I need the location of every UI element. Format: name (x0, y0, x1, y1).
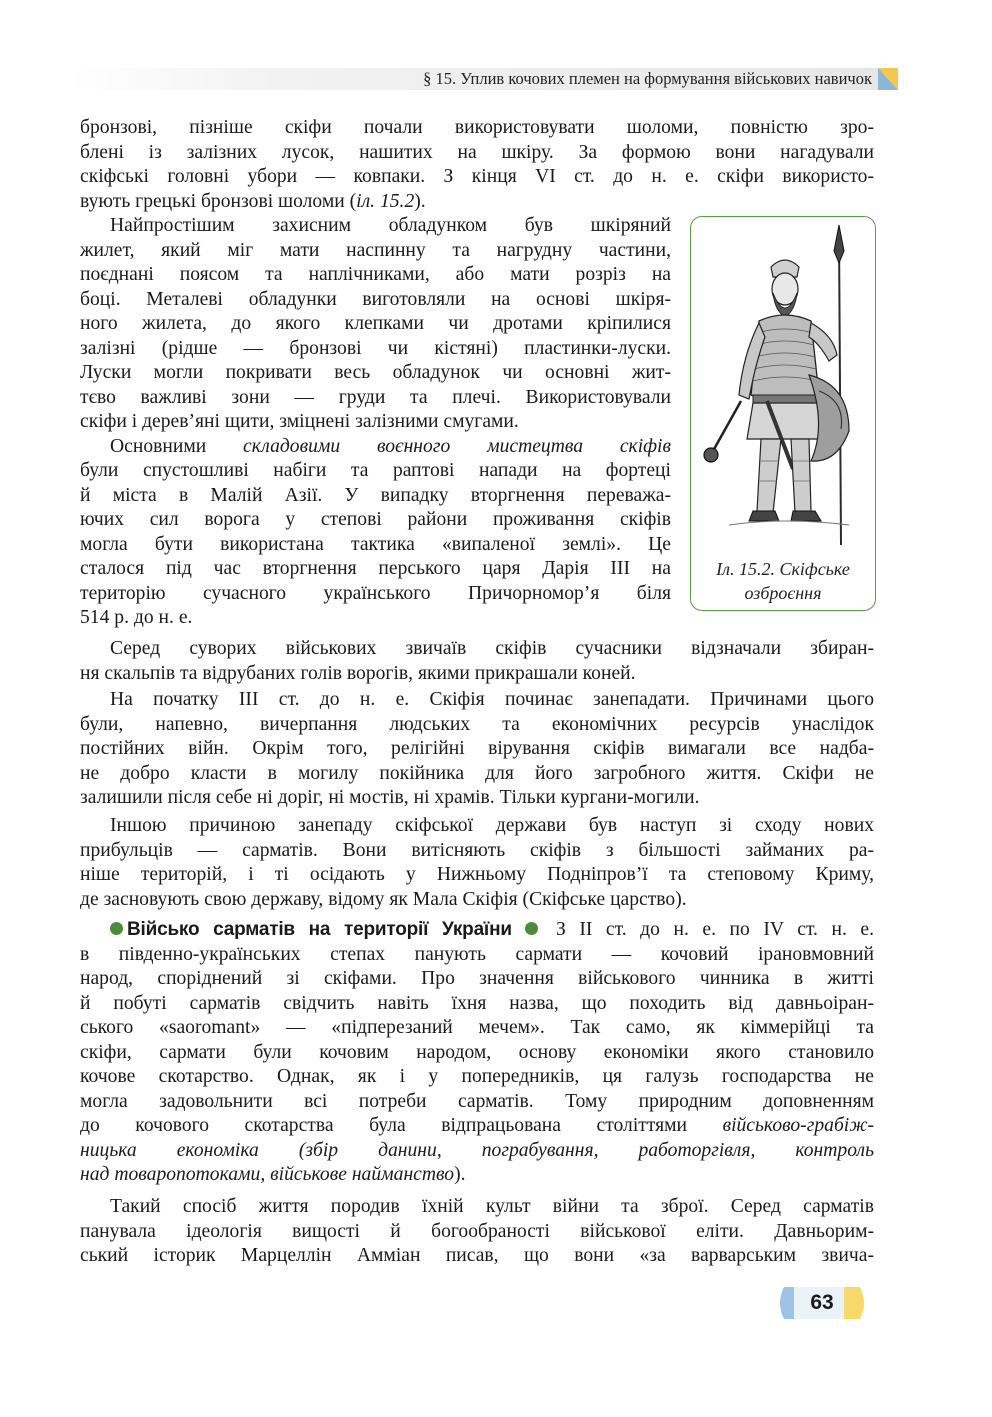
text-line: жилет, який міг мати наспинну та нагрудну частини, (80, 239, 671, 261)
bullet-icon (110, 922, 123, 935)
figure-caption: Іл. 15.2. Скіфське озброєння (716, 559, 850, 603)
text-line (80, 1139, 874, 1164)
text-line: поєднані поясом та наплічниками, або мати розріз на (80, 264, 671, 285)
text-line: постійних війн. Окрім того, релігійні вірування скіфів вимагали все надба- (80, 738, 874, 759)
text-line: Серед суворих військових звичаїв скіфів сучасники відзначали збиран- (110, 638, 874, 659)
text-line: територію сучасного українського Причорномор’я біля (80, 582, 671, 604)
bullet-icon (525, 922, 538, 935)
text-line: Основними складовими воєнного мистецтва скіфів (110, 435, 671, 457)
paragraph-customs (80, 637, 874, 686)
text-line: кочове скотарство. Однак, як і у попередників, ця галузь господарства не (80, 1066, 874, 1087)
text-line: залізні (рідше — бронзові чи кістяні) пластинки-луски. (80, 337, 671, 359)
text-line: ніше територій, і ті осідають у Нижньому Подніпров’ї та степовому Криму, (80, 864, 874, 885)
paragraph-helmets (80, 116, 874, 214)
text-line: ня скальпів та відрубаних голів ворогів, якими прикрашали коней. (80, 662, 636, 684)
page-number-badge (774, 1283, 870, 1323)
text-line: могла задовольнити всі потреби сарматів. Тому природним доповненням (80, 1090, 874, 1112)
text-line: бронзові, пізніше скіфи почали використовувати шоломи, повністю зро- (80, 117, 874, 138)
emphasis: складовими воєнного мистецтва скіфів (243, 435, 671, 457)
text-line: панувала ідеологія вищості й богообраності військової еліти. Давньорим- (80, 1220, 874, 1242)
figure-scythian-weapons (690, 216, 876, 611)
text-line: скіфи, сармати були кочовим народом, основу економіки якого становило (80, 1041, 874, 1063)
header-corner-decoration (878, 68, 898, 90)
emphasis: ницька економіка (збір данини, пограбування, работоргівля, контроль (80, 1139, 874, 1161)
text-line: й побуті сарматів свідчить навіть їхня назва, що походить від давньоіран- (80, 992, 874, 1014)
text-line: народ, споріднений зі скіфами. Про значення військового чинника в житті (80, 968, 874, 989)
paragraph-armor (80, 214, 671, 631)
text-line: були, напевно, вичерпання людських та економічних ресурсів унаслідок (80, 713, 874, 735)
text-line: де засновують свою державу, відому як Мала Скіфія (Скіфське царство). (80, 888, 687, 910)
text-line: могла бути використана тактика «випаленої землі». Це (80, 533, 671, 555)
section-sarmatian-army (80, 918, 874, 1188)
paragraph-cult-of-war (80, 1195, 874, 1269)
text-line: сталося під час вторгнення перського царя Дарія III на (80, 558, 671, 579)
page-number: 63 (810, 1291, 834, 1314)
text-line: прибульців — сарматів. Вони витісняють скіфів з більшості займаних ра- (80, 839, 874, 861)
text-line: Іншою причиною занепаду скіфської держави був наступ зі сходу нових (110, 815, 874, 836)
text-line: 514 р. до н. е. (80, 607, 193, 628)
text-line: Найпростішим захисним обладунком був шкіряний (110, 215, 671, 236)
paragraph-decline (80, 688, 874, 811)
figure-reference: іл. 15.2 (356, 190, 415, 212)
paragraph-sarmatian-invasion (80, 814, 874, 912)
text-line: ючих сил ворога у степові райони проживання скіфів (80, 509, 671, 530)
text-line: тєво важливі зони — груди та плечі. Використовували (80, 386, 671, 408)
emphasis: над товаропотоками, військове найманство (80, 1164, 455, 1185)
running-header: § 15. Уплив кочових племен на формування військових навичок (423, 69, 872, 88)
text-line: Такий спосіб життя породив їхній культ війни та зброї. Серед сарматів (110, 1196, 874, 1217)
text-line: були спустошливі набіги та раптові напади на фортеці (80, 460, 671, 481)
emphasis: військово-грабіж- (722, 1115, 874, 1136)
text-line: скіфські головні убори — ковпаки. З кінця VI ст. до н. е. скіфи використо- (80, 166, 874, 187)
text-line: до кочового скотарства була відпрацьована століттями військово-грабіж- (80, 1115, 874, 1136)
text-line: ського «saoromant» — «підперезаний мечем». Так само, як кіммерійці та (80, 1017, 874, 1038)
text-line: Військо сарматів на території України З II ст. до н. е. по IV ст. н. е. (80, 918, 874, 943)
text-line: й міста в Малій Азії. У випадку вторгнення переважа- (80, 484, 671, 506)
scythian-warrior-illustration (699, 225, 867, 555)
text-line: блені із залізних лусок, нашитих на шкіру. За формою вони нагадували (80, 141, 874, 163)
text-line: ський історик Марцеллін Амміан писав, що вони «за варварським звича- (80, 1245, 874, 1266)
section-heading: Військо сарматів на території України (127, 919, 512, 940)
text-line: боці. Металеві обладунки виготовляли на основі шкіря- (80, 288, 671, 310)
text-line: вують грецькі бронзові шоломи (іл. 15.2). (80, 190, 426, 212)
text-line: в південно-українських степах панують сармати — кочовий ірановмовний (80, 943, 874, 965)
text-line: На початку III ст. до н. е. Скіфія починає занепадати. Причинами цього (110, 689, 874, 710)
text-line: залишили після себе ні доріг, ні мостів, ні храмів. Тільки кургани-могили. (80, 787, 700, 808)
text-line: ного жилета, до якого клепками чи дротами кріпилися (80, 313, 671, 334)
text-line: не добро класти в могилу покійника для його загробного життя. Скіфи не (80, 762, 874, 784)
text-line: Луски могли покривати весь обладунок чи основні жит- (80, 362, 671, 383)
text-line: скіфи і дерев’яні щити, зміцнені залізними смугами. (80, 411, 519, 432)
text-line: над товаропотоками, військове найманство). (80, 1164, 466, 1185)
